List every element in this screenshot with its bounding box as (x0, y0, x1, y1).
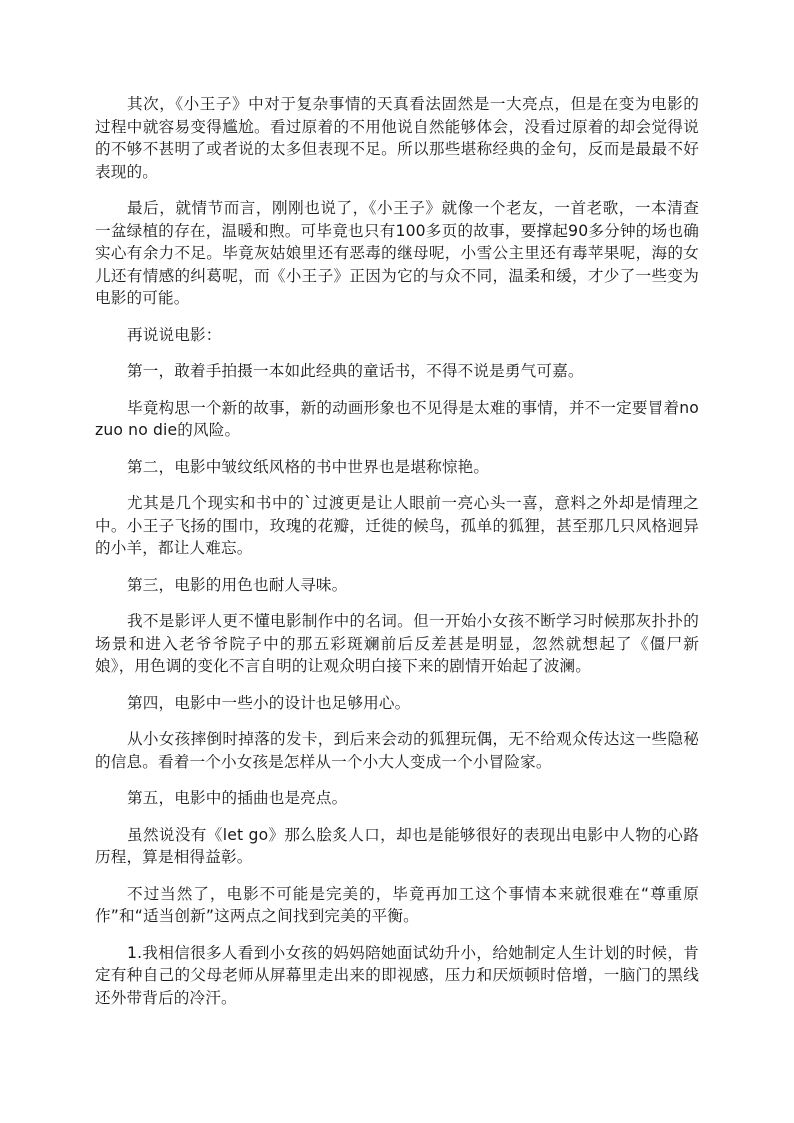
paragraph: 最后，就情节而言，刚刚也说了，《小王子》就像一个老友，一首老歌，一本清查一盆绿植的存在，温暖和煦。可毕竟也只有100多页的故事，要撑起90多分钟的场也确实心有余力不足。毕竟灰姑娘里还有恶毒的继母呢，小雪公主里还有毒苹果呢，海的女儿还有情感的纠葛呢，而《小王子》正因为它的与众不同，温柔和缓，才少了一些变为电影的可能。 (95, 199, 699, 307)
paragraph: 尤其是几个现实和书中的`过渡更是让人眼前一亮心头一喜，意料之外却是情理之中。小王子飞扬的围巾，玫瑰的花瓣，迁徙的候鸟，孤单的狐狸，甚至那几只风格迥异的小羊，都让人难忘。 (95, 494, 699, 557)
paragraph: 第二，电影中皱纹纸风格的书中世界也是堪称惊艳。 (127, 457, 490, 476)
paragraph: 毕竟构思一个新的故事，新的动画形象也不见得是太难的事情，并不一定要冒着no zuo no die的风险。 (95, 398, 699, 439)
paragraph: 虽然说没有《let go》那么脍炙人口，却也是能够很好的表现出电影中人物的心路历程，算是相得益彰。 (95, 825, 699, 866)
paragraph: 第四，电影中一些小的设计也足够用心。 (127, 693, 411, 712)
paragraph: 第三，电影的用色也耐人寻味。 (127, 575, 348, 594)
paragraph: 从小女孩摔倒时掉落的发卡，到后来会动的狐狸玩偶，无不给观众传达这一些隐秘的信息。看着一个小女孩是怎样从一个小大人变成一个小冒险家。 (95, 730, 699, 771)
paragraph: 再说说电影： (127, 325, 222, 344)
paragraph: 我不是影评人更不懂电影制作中的名词。但一开始小女孩不断学习时候那灰扑扑的场景和进入老爷爷院子中的那五彩斑斓前后反差甚是明显，忽然就想起了《僵尸新娘》，用色调的变化不言自明的让观众明白接下来的剧情开始起了波澜。 (95, 612, 699, 675)
paragraph: 第五，电影中的插曲也是亮点。 (127, 789, 348, 807)
paragraph: 第一，敢着手拍摄一本如此经典的童话书，不得不说是勇气可嘉。 (127, 362, 584, 380)
paragraph: 其次，《小王子》中对于复杂事情的天真看法固然是一大亮点，但是在变为电影的过程中就容易变得尴尬。看过原着的不用他说自然能够体会，没看过原着的却会觉得说的不够不甚明了或者说的太多但表现不足。所以那些堪称经典的金句，反而是最最不好表现的。 (95, 95, 699, 181)
document-body (95, 93, 699, 1023)
paragraph: 1.我相信很多人看到小女孩的妈妈陪她面试幼升小，给她制定人生计划的时候，肯定有种自己的父母老师从屏幕里走出来的即视感，压力和厌烦顿时倍增，一脑门的黑线还外带背后的冷汗。 (95, 943, 699, 1007)
paragraph: 不过当然了，电影不可能是完美的，毕竟再加工这个事情本来就很难在“尊重原作”和“适当创新”这两点之间找到完美的平衡。 (95, 884, 699, 925)
